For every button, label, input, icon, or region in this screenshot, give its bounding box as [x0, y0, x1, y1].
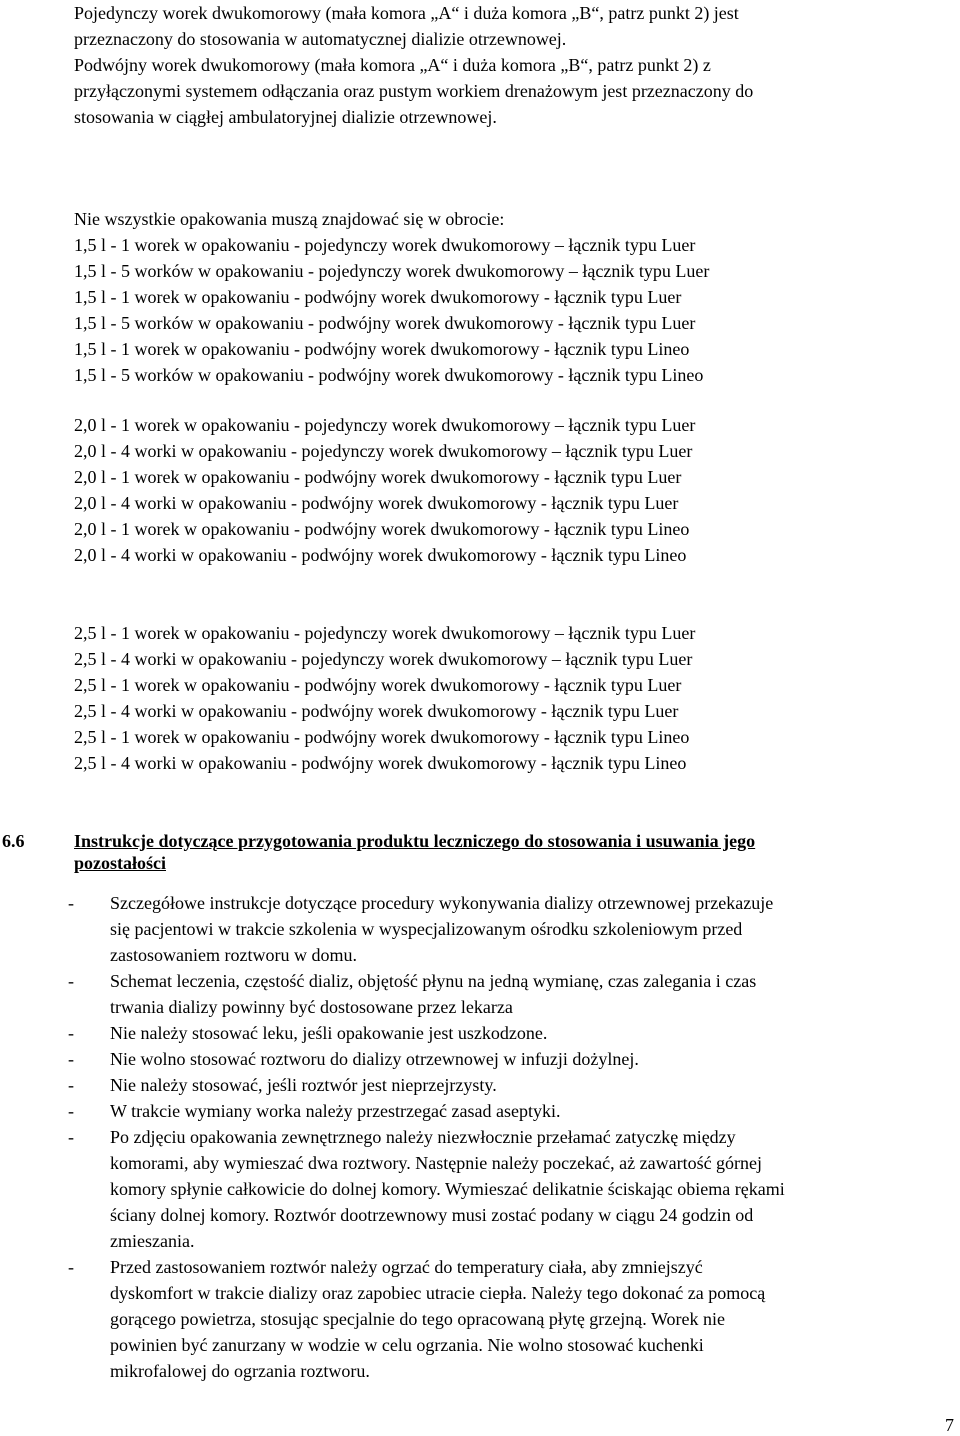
bullet-marker: -: [68, 1049, 74, 1069]
intro-line: przyłączonymi systemem odłączania oraz pustym workiem drenażowym jest przeznaczony do: [74, 81, 754, 101]
packaging-item: 2,0 l - 4 worki w opakowaniu - pojedynczy worek dwukomorowy – łącznik typu Luer: [74, 441, 693, 461]
packaging-item: 2,5 l - 1 worek w opakowaniu - pojedynczy worek dwukomorowy – łącznik typu Luer: [74, 623, 696, 643]
bullet-text: zastosowaniem roztworu w domu.: [110, 945, 357, 965]
bullet-text: Po zdjęciu opakowania zewnętrznego należy niezwłocznie przełamać zatyczkę między: [110, 1127, 736, 1147]
packaging-item: 2,5 l - 1 worek w opakowaniu - podwójny worek dwukomorowy - łącznik typu Lineo: [74, 727, 690, 747]
bullet-text: mikrofalowej do ogrzania roztworu.: [110, 1361, 370, 1381]
packaging-item: 2,0 l - 1 worek w opakowaniu - podwójny worek dwukomorowy - łącznik typu Lineo: [74, 519, 690, 539]
bullet-text: gorącego powietrza, stosując specjalnie do tego opracowaną płytę grzejną. Worek nie: [110, 1309, 725, 1329]
intro-line: Podwójny worek dwukomorowy (mała komora „A“ i duża komora „B“, patrz punkt 2) z: [74, 55, 711, 75]
intro-line: stosowania w ciągłej ambulatoryjnej dializie otrzewnowej.: [74, 107, 497, 127]
bullet-text: Przed zastosowaniem roztwór należy ogrzać do temperatury ciała, aby zmniejszyć: [110, 1257, 703, 1277]
bullet-marker: -: [68, 893, 74, 913]
section-title: pozostałości: [74, 853, 166, 873]
intro-line: przeznaczony do stosowania w automatycznej dializie otrzewnowej.: [74, 29, 567, 49]
bullet-text: ściany dolnej komory. Roztwór dootrzewnowy musi zostać podany w ciągu 24 godzin od: [110, 1205, 754, 1225]
page-number: 7: [945, 1415, 954, 1435]
bullet-marker: -: [68, 1101, 74, 1121]
bullet-text: Schemat leczenia, częstość dializ, objętość płynu na jedną wymianę, czas zalegania i czas: [110, 971, 757, 991]
packaging-item: 1,5 l - 5 worków w opakowaniu - pojedynczy worek dwukomorowy – łącznik typu Luer: [74, 261, 710, 281]
bullet-marker: -: [68, 1257, 74, 1277]
packaging-item: 1,5 l - 1 worek w opakowaniu - pojedynczy worek dwukomorowy – łącznik typu Luer: [74, 235, 696, 255]
bullet-marker: -: [68, 971, 74, 991]
packaging-item: 2,5 l - 4 worki w opakowaniu - pojedynczy worek dwukomorowy – łącznik typu Luer: [74, 649, 693, 669]
bullet-text: W trakcie wymiany worka należy przestrzegać zasad aseptyki.: [110, 1101, 561, 1121]
bullet-marker: -: [68, 1023, 74, 1043]
bullet-marker: -: [68, 1075, 74, 1095]
packaging-item: 2,0 l - 1 worek w opakowaniu - pojedynczy worek dwukomorowy – łącznik typu Luer: [74, 415, 696, 435]
packaging-item: 2,5 l - 4 worki w opakowaniu - podwójny worek dwukomorowy - łącznik typu Luer: [74, 701, 679, 721]
section-number: 6.6: [2, 831, 25, 851]
bullet-text: powinien być zanurzany w wodzie w celu ogrzania. Nie wolno stosować kuchenki: [110, 1335, 704, 1355]
bullet-text: komory spłynie całkowicie do dolnej komory. Wymieszać delikatnie ściskając obiema rękami: [110, 1179, 785, 1199]
packaging-item: 2,0 l - 4 worki w opakowaniu - podwójny worek dwukomorowy - łącznik typu Lineo: [74, 545, 687, 565]
bullet-text: się pacjentowi w trakcie szkolenia w wyspecjalizowanym ośrodku szkoleniowym przed: [110, 919, 743, 939]
section-title: Instrukcje dotyczące przygotowania produktu leczniczego do stosowania i usuwania jego: [74, 831, 756, 851]
packaging-item: 2,0 l - 1 worek w opakowaniu - podwójny worek dwukomorowy - łącznik typu Luer: [74, 467, 682, 487]
intro-line: Pojedynczy worek dwukomorowy (mała komora „A“ i duża komora „B“, patrz punkt 2) jest: [74, 3, 739, 23]
bullet-text: zmieszania.: [110, 1231, 195, 1251]
packaging-item: 2,0 l - 4 worki w opakowaniu - podwójny worek dwukomorowy - łącznik typu Luer: [74, 493, 679, 513]
bullet-text: Nie należy stosować, jeśli roztwór jest nieprzejrzysty.: [110, 1075, 497, 1095]
packaging-item: 1,5 l - 1 worek w opakowaniu - podwójny worek dwukomorowy - łącznik typu Luer: [74, 287, 682, 307]
packaging-item: 1,5 l - 5 worków w opakowaniu - podwójny worek dwukomorowy - łącznik typu Luer: [74, 313, 696, 333]
packaging-item: 1,5 l - 5 worków w opakowaniu - podwójny worek dwukomorowy - łącznik typu Lineo: [74, 365, 704, 385]
bullet-text: komorami, aby wymieszać dwa roztwory. Następnie należy poczekać, aż zawartość górnej: [110, 1153, 763, 1173]
packaging-heading: Nie wszystkie opakowania muszą znajdować się w obrocie:: [74, 209, 505, 229]
bullet-text: trwania dializy powinny być dostosowane przez lekarza: [110, 997, 513, 1017]
bullet-text: dyskomfort w trakcie dializy oraz zapobiec utracie ciepła. Należy tego dokonać za pomocą: [110, 1283, 766, 1303]
packaging-item: 1,5 l - 1 worek w opakowaniu - podwójny worek dwukomorowy - łącznik typu Lineo: [74, 339, 690, 359]
bullet-marker: -: [68, 1127, 74, 1147]
bullet-text: Nie wolno stosować roztworu do dializy otrzewnowej w infuzji dożylnej.: [110, 1049, 639, 1069]
bullet-text: Szczegółowe instrukcje dotyczące procedury wykonywania dializy otrzewnowej przekazuje: [110, 893, 774, 913]
bullet-text: Nie należy stosować leku, jeśli opakowanie jest uszkodzone.: [110, 1023, 548, 1043]
packaging-item: 2,5 l - 4 worki w opakowaniu - podwójny worek dwukomorowy - łącznik typu Lineo: [74, 753, 687, 773]
packaging-item: 2,5 l - 1 worek w opakowaniu - podwójny worek dwukomorowy - łącznik typu Luer: [74, 675, 682, 695]
